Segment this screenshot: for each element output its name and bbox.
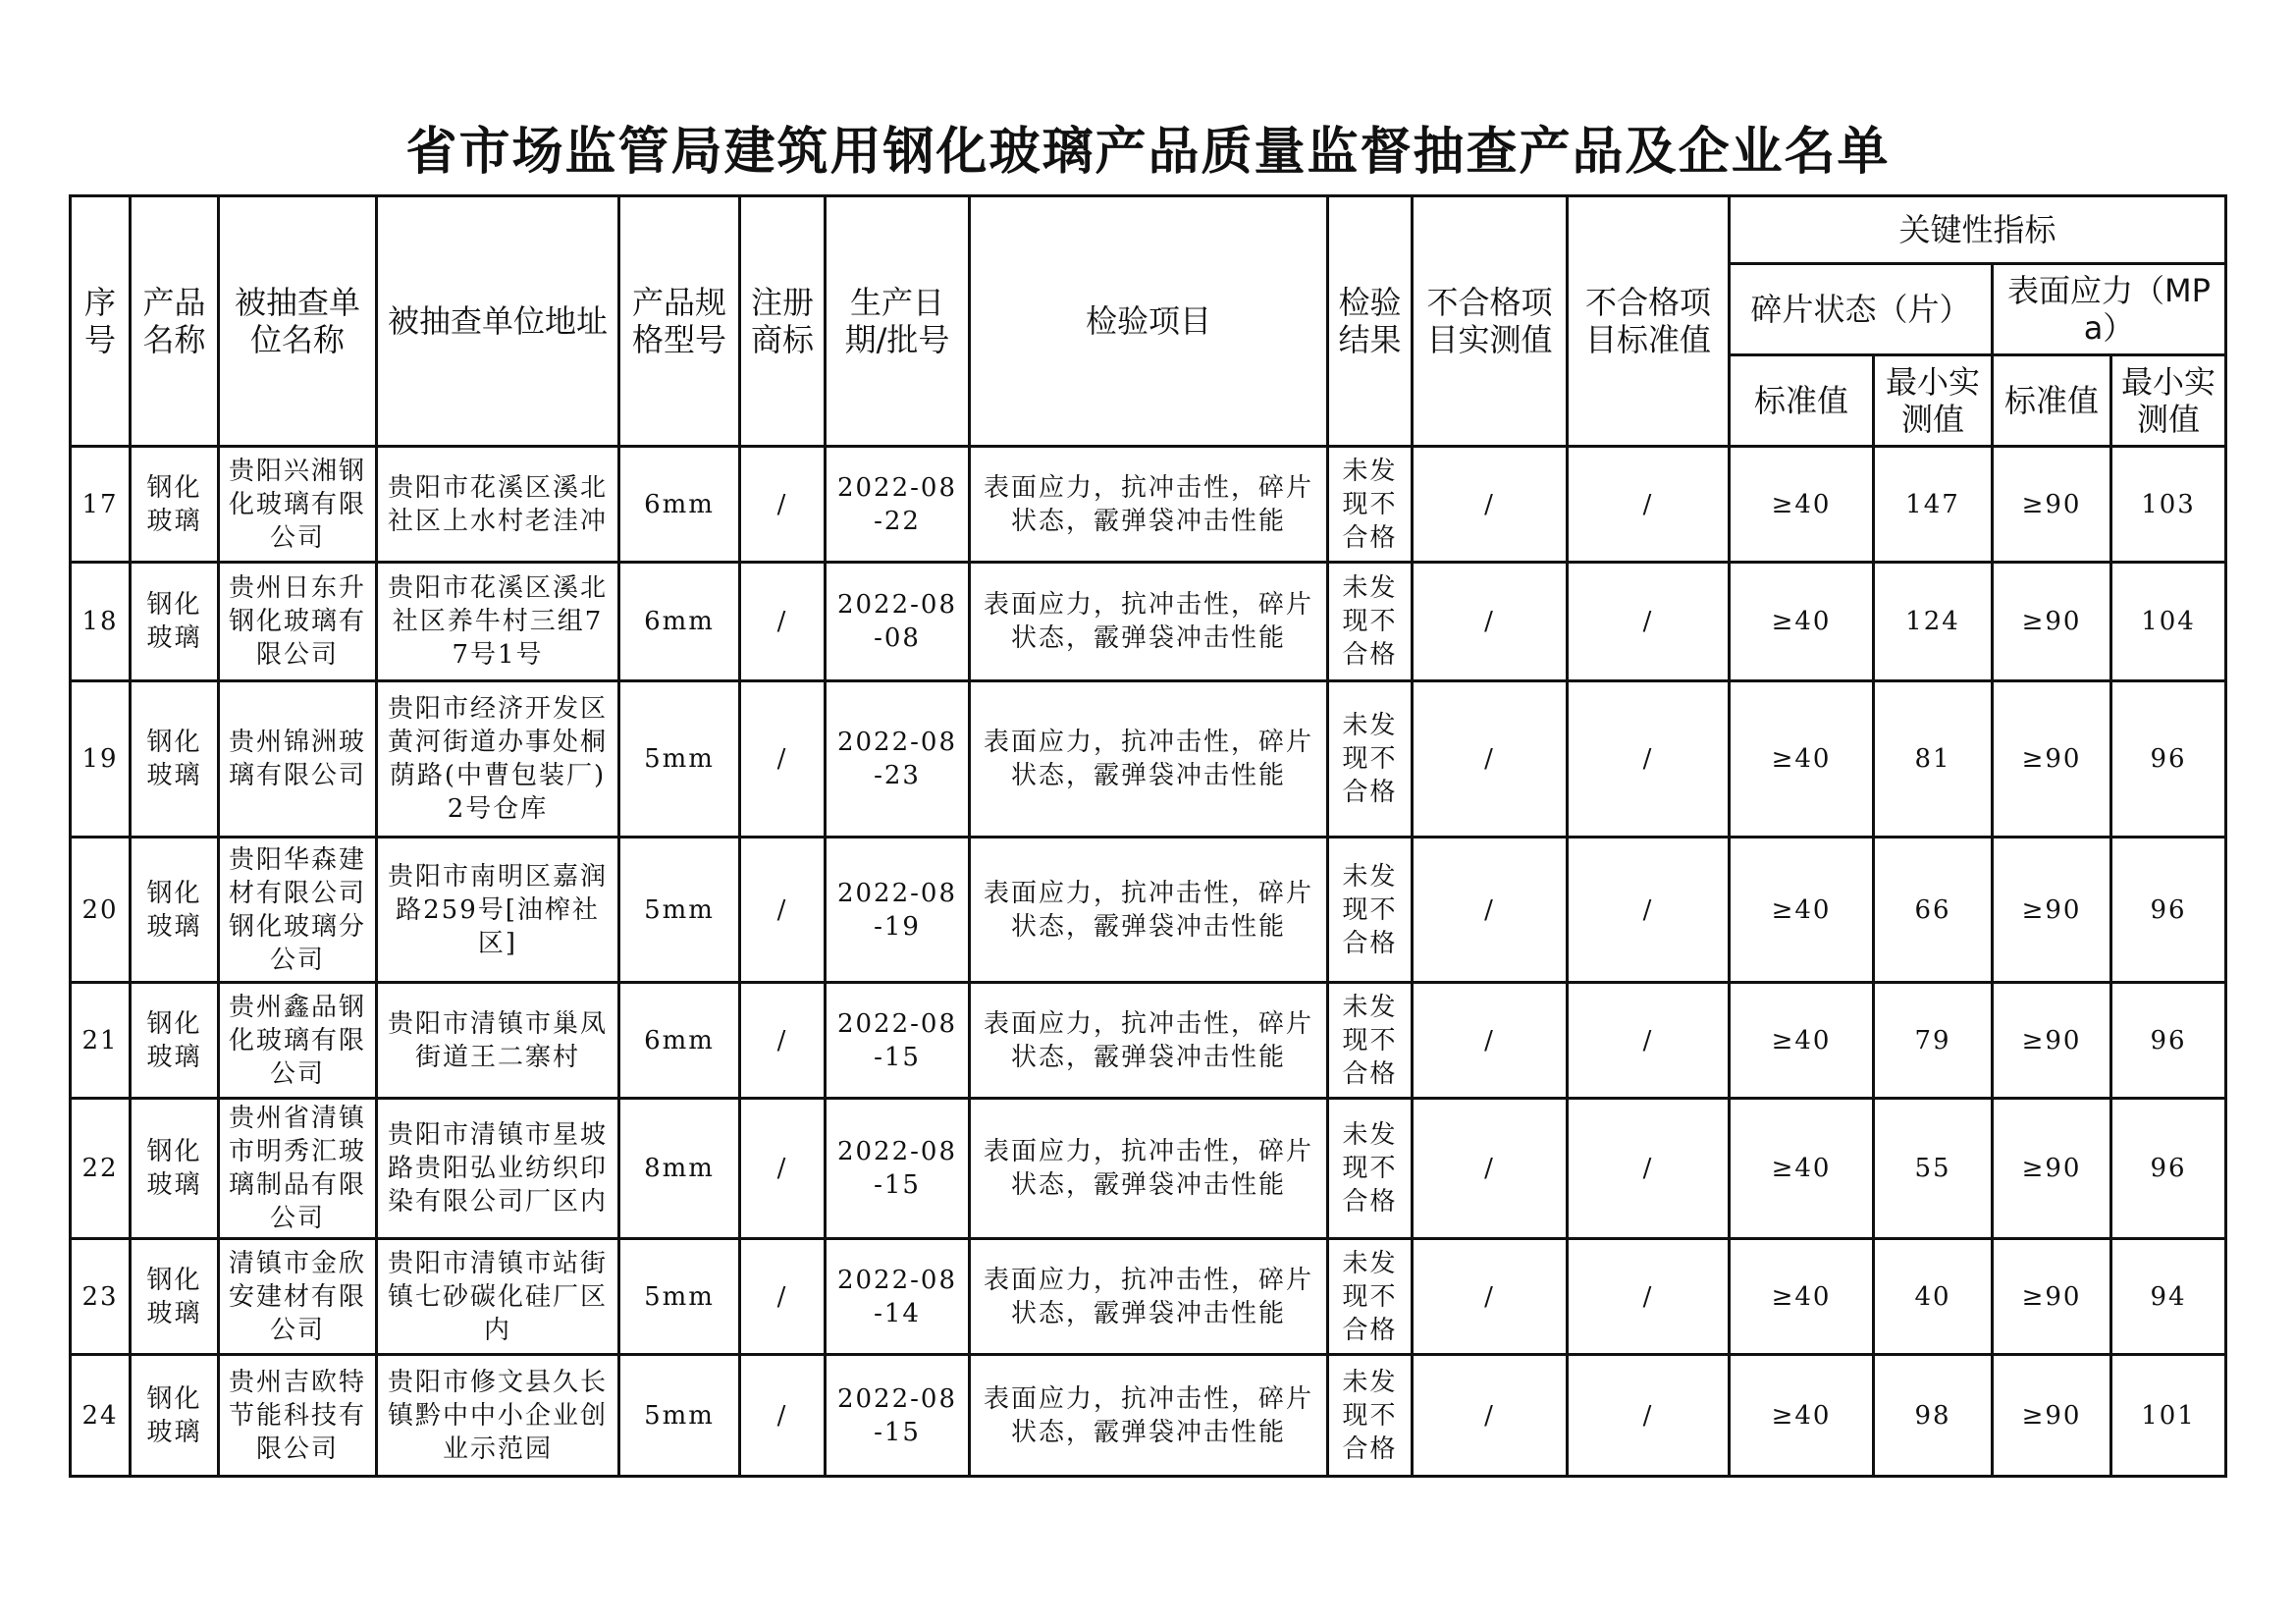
cell-product: 钢化玻璃 [131,447,219,563]
cell-result: 未发现不合格 [1328,1355,1413,1477]
cell-items: 表面应力，抗冲击性，碎片状态，霰弹袋冲击性能 [970,563,1328,681]
cell-fragment-min: 66 [1874,838,1993,983]
header-fragment-state: 碎片状态（片） [1730,264,1993,355]
cell-stress-std: ≥90 [1993,838,2111,983]
cell-seq: 23 [71,1239,131,1355]
cell-date: 2022-08-15 [826,1355,970,1477]
table-row [71,447,2226,563]
cell-result: 未发现不合格 [1328,447,1413,563]
cell-fail-standard: / [1568,1239,1730,1355]
cell-fail-actual: / [1413,563,1568,681]
cell-address: 贵阳市清镇市巢凤街道王二寨村 [377,983,619,1099]
cell-fragment-min: 55 [1874,1099,1993,1239]
cell-items: 表面应力，抗冲击性，碎片状态，霰弹袋冲击性能 [970,681,1328,838]
cell-product: 钢化玻璃 [131,563,219,681]
cell-date: 2022-08-19 [826,838,970,983]
cell-stress-min: 104 [2111,563,2226,681]
cell-date: 2022-08-08 [826,563,970,681]
cell-trademark: / [740,447,826,563]
cell-seq: 21 [71,983,131,1099]
cell-spec: 6mm [619,447,740,563]
table-row [71,563,2226,681]
table-row [71,983,2226,1099]
cell-fragment-std: ≥40 [1730,1239,1874,1355]
cell-seq: 24 [71,1355,131,1477]
cell-product: 钢化玻璃 [131,1099,219,1239]
cell-fragment-std: ≥40 [1730,838,1874,983]
cell-stress-min: 103 [2111,447,2226,563]
header-date: 生产日期/批号 [826,196,970,447]
cell-stress-min: 96 [2111,983,2226,1099]
table-row [71,681,2226,838]
cell-fail-standard: / [1568,447,1730,563]
cell-fail-actual: / [1413,447,1568,563]
table-row [71,838,2226,983]
cell-stress-std: ≥90 [1993,983,2111,1099]
cell-spec: 6mm [619,563,740,681]
header-stress-std: 标准值 [1993,355,2111,447]
cell-company: 贵阳兴湘钢化玻璃有限公司 [219,447,377,563]
header-seq: 序号 [71,196,131,447]
cell-fail-standard: / [1568,681,1730,838]
header-address: 被抽查单位地址 [377,196,619,447]
cell-seq: 18 [71,563,131,681]
cell-company: 清镇市金欣安建材有限公司 [219,1239,377,1355]
cell-product: 钢化玻璃 [131,681,219,838]
cell-trademark: / [740,838,826,983]
cell-spec: 5mm [619,838,740,983]
cell-product: 钢化玻璃 [131,1239,219,1355]
cell-items: 表面应力，抗冲击性，碎片状态，霰弹袋冲击性能 [970,838,1328,983]
cell-result: 未发现不合格 [1328,983,1413,1099]
cell-spec: 5mm [619,681,740,838]
cell-date: 2022-08-15 [826,983,970,1099]
cell-address: 贵阳市清镇市站街镇七砂碳化硅厂区内 [377,1239,619,1355]
cell-trademark: / [740,563,826,681]
cell-company: 贵州鑫品钢化玻璃有限公司 [219,983,377,1099]
cell-seq: 20 [71,838,131,983]
cell-product: 钢化玻璃 [131,1355,219,1477]
cell-company: 贵州锦洲玻璃有限公司 [219,681,377,838]
cell-seq: 19 [71,681,131,838]
cell-stress-std: ≥90 [1993,681,2111,838]
cell-fragment-std: ≥40 [1730,563,1874,681]
cell-trademark: / [740,1239,826,1355]
cell-date: 2022-08-15 [826,1099,970,1239]
cell-items: 表面应力，抗冲击性，碎片状态，霰弹袋冲击性能 [970,1239,1328,1355]
table-header [71,196,2226,447]
cell-stress-min: 96 [2111,1099,2226,1239]
cell-fragment-std: ≥40 [1730,681,1874,838]
cell-fail-standard: / [1568,1099,1730,1239]
cell-trademark: / [740,681,826,838]
cell-spec: 5mm [619,1239,740,1355]
cell-fragment-std: ≥40 [1730,983,1874,1099]
cell-items: 表面应力，抗冲击性，碎片状态，霰弹袋冲击性能 [970,983,1328,1099]
cell-date: 2022-08-22 [826,447,970,563]
document-title: 省市场监管局建筑用钢化玻璃产品质量监督抽查产品及企业名单 [405,123,1891,182]
cell-spec: 6mm [619,983,740,1099]
cell-address: 贵阳市修文县久长镇黔中中小企业创业示范园 [377,1355,619,1477]
cell-address: 贵阳市经济开发区黄河街道办事处桐荫路(中曹包装厂)2号仓库 [377,681,619,838]
cell-stress-std: ≥90 [1993,1355,2111,1477]
cell-fragment-min: 81 [1874,681,1993,838]
cell-date: 2022-08-14 [826,1239,970,1355]
header-trademark: 注册商标 [740,196,826,447]
cell-fragment-std: ≥40 [1730,1099,1874,1239]
table-row [71,1099,2226,1239]
cell-fragment-min: 40 [1874,1239,1993,1355]
cell-stress-std: ≥90 [1993,1099,2111,1239]
cell-seq: 17 [71,447,131,563]
header-fragment-min: 最小实测值 [1874,355,1993,447]
cell-stress-min: 96 [2111,681,2226,838]
cell-trademark: / [740,1355,826,1477]
cell-stress-std: ≥90 [1993,447,2111,563]
cell-fail-actual: / [1413,838,1568,983]
cell-items: 表面应力，抗冲击性，碎片状态，霰弹袋冲击性能 [970,1355,1328,1477]
cell-result: 未发现不合格 [1328,563,1413,681]
cell-product: 钢化玻璃 [131,838,219,983]
cell-stress-min: 94 [2111,1239,2226,1355]
cell-date: 2022-08-23 [826,681,970,838]
cell-seq: 22 [71,1099,131,1239]
cell-result: 未发现不合格 [1328,1239,1413,1355]
header-company: 被抽查单位名称 [219,196,377,447]
cell-fragment-std: ≥40 [1730,447,1874,563]
cell-fail-actual: / [1413,983,1568,1099]
cell-spec: 5mm [619,1355,740,1477]
cell-result: 未发现不合格 [1328,1099,1413,1239]
cell-fragment-min: 79 [1874,983,1993,1099]
cell-fragment-min: 98 [1874,1355,1993,1477]
cell-address: 贵阳市清镇市星坡路贵阳弘业纺织印染有限公司厂区内 [377,1099,619,1239]
cell-fragment-std: ≥40 [1730,1355,1874,1477]
table-body [71,447,2226,1477]
header-items: 检验项目 [970,196,1328,447]
cell-trademark: / [740,983,826,1099]
cell-address: 贵阳市花溪区溪北社区上水村老洼冲 [377,447,619,563]
cell-address: 贵阳市花溪区溪北社区养牛村三组77号1号 [377,563,619,681]
cell-fail-actual: / [1413,1099,1568,1239]
cell-fail-actual: / [1413,681,1568,838]
cell-stress-min: 101 [2111,1355,2226,1477]
table-row [71,1239,2226,1355]
header-spec: 产品规格型号 [619,196,740,447]
table-row [71,1355,2226,1477]
cell-fail-standard: / [1568,563,1730,681]
cell-stress-std: ≥90 [1993,563,2111,681]
cell-trademark: / [740,1099,826,1239]
header-result: 检验结果 [1328,196,1413,447]
header-fail-standard: 不合格项目标准值 [1568,196,1730,447]
header-product: 产品名称 [131,196,219,447]
cell-result: 未发现不合格 [1328,681,1413,838]
header-fragment-std: 标准值 [1730,355,1874,447]
cell-company: 贵州吉欧特节能科技有限公司 [219,1355,377,1477]
cell-company: 贵阳华森建材有限公司钢化玻璃分公司 [219,838,377,983]
cell-fragment-min: 147 [1874,447,1993,563]
header-key-indicators: 关键性指标 [1730,196,2226,264]
cell-fail-actual: / [1413,1355,1568,1477]
cell-fail-actual: / [1413,1239,1568,1355]
cell-result: 未发现不合格 [1328,838,1413,983]
cell-address: 贵阳市南明区嘉润路259号[油榨社区] [377,838,619,983]
cell-spec: 8mm [619,1099,740,1239]
cell-fail-standard: / [1568,1355,1730,1477]
cell-items: 表面应力，抗冲击性，碎片状态，霰弹袋冲击性能 [970,1099,1328,1239]
cell-stress-std: ≥90 [1993,1239,2111,1355]
cell-stress-min: 96 [2111,838,2226,983]
cell-product: 钢化玻璃 [131,983,219,1099]
inspection-table [69,194,2227,1478]
cell-company: 贵州省清镇市明秀汇玻璃制品有限公司 [219,1099,377,1239]
cell-fail-standard: / [1568,838,1730,983]
header-stress-min: 最小实测值 [2111,355,2226,447]
header-surface-stress: 表面应力（MPa） [1993,264,2226,355]
cell-fragment-min: 124 [1874,563,1993,681]
cell-items: 表面应力，抗冲击性，碎片状态，霰弹袋冲击性能 [970,447,1328,563]
cell-company: 贵州日东升钢化玻璃有限公司 [219,563,377,681]
cell-fail-standard: / [1568,983,1730,1099]
header-fail-actual: 不合格项目实测值 [1413,196,1568,447]
